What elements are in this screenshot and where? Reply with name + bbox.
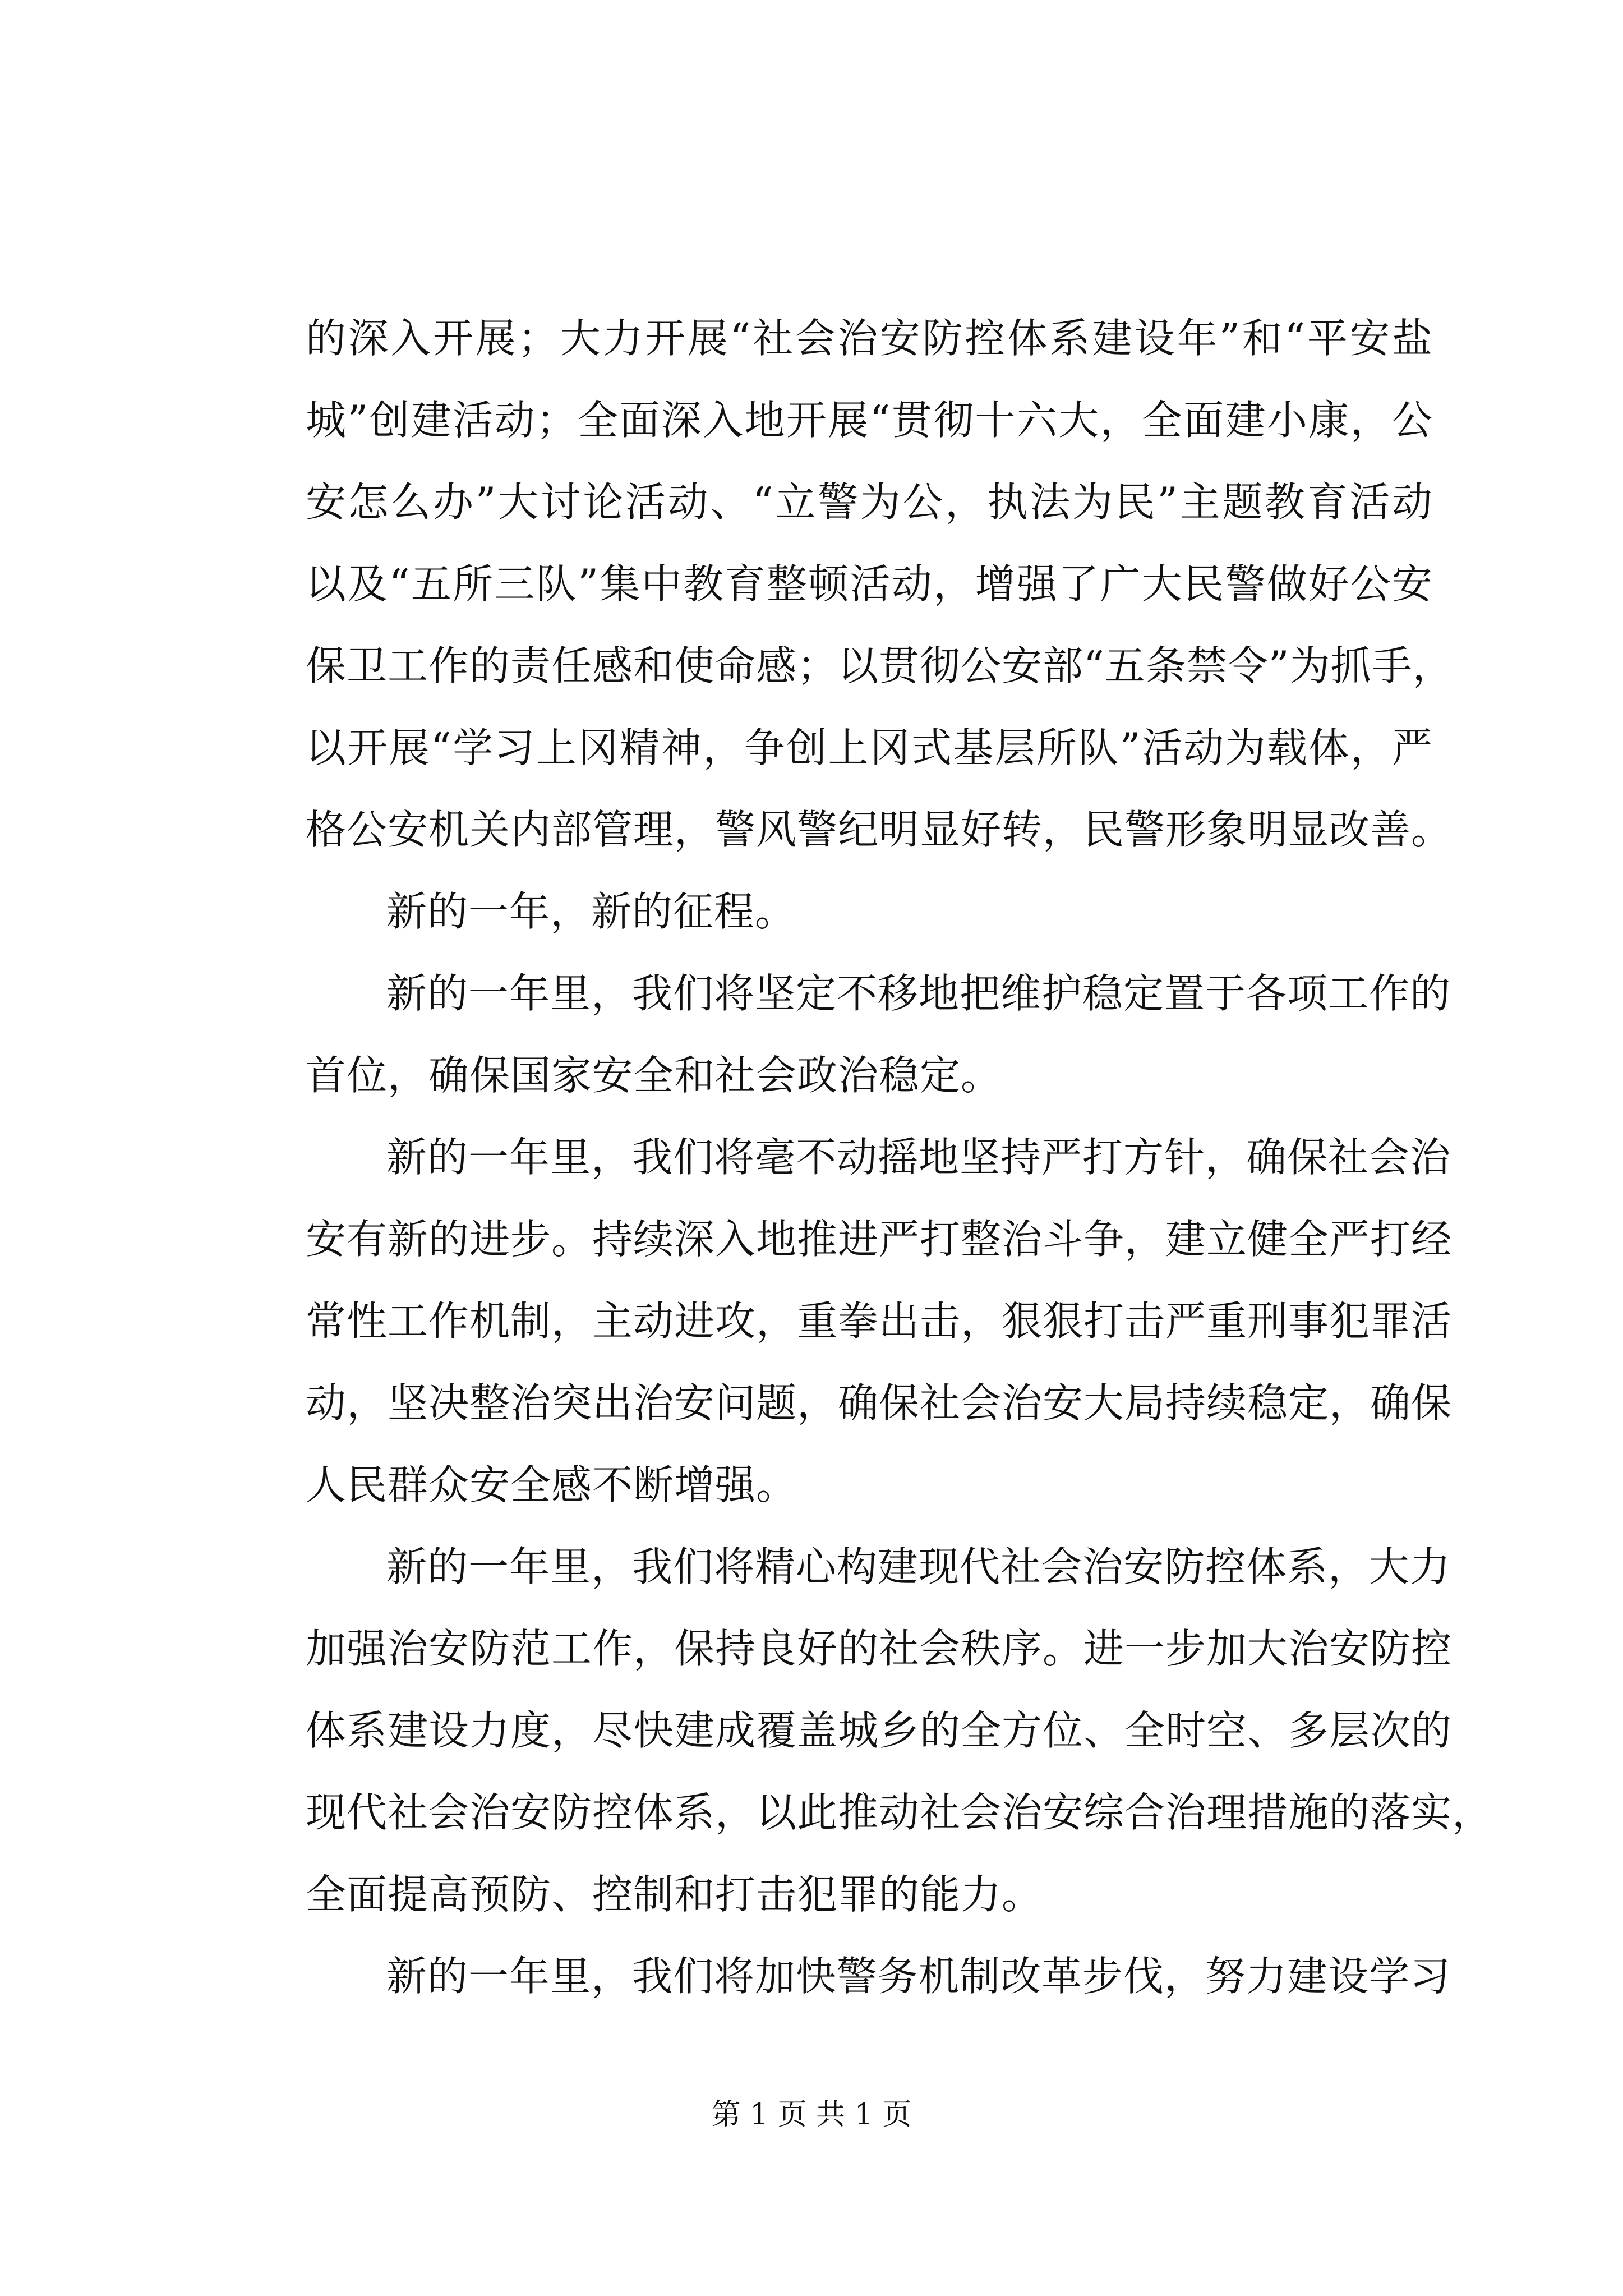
paragraph-first-line: 新的一年里，我们将加快警务机制改革步伐，努力建设学习 — [386, 1953, 1451, 2000]
paragraph-first-line: 新的一年里，我们将坚定不移地把维护稳定置于各项工作的 — [386, 970, 1451, 1017]
text-line: 人民群众安全感不断增强。 — [306, 1461, 797, 1508]
text-line: 加强治安防范工作，保持良好的社会秩序。进一步加大治安防控 — [306, 1625, 1453, 1672]
text-line: 以开展“学习上冈精神，争创上冈式基层所队”活动为载体，严 — [306, 724, 1433, 771]
paragraph-first-line: 新的一年里，我们将精心构建现代社会治安防控体系，大力 — [386, 1543, 1451, 1590]
text-line: 安有新的进步。持续深入地推进严打整治斗争，建立健全严打经 — [306, 1216, 1453, 1263]
text-line: 常性工作机制，主动进攻，重拳出击，狠狠打击严重刑事犯罪活 — [306, 1297, 1453, 1345]
text-line: 格公安机关内部管理，警风警纪明显好转，民警形象明显改善。 — [306, 806, 1453, 853]
document-body — [306, 297, 1493, 2017]
text-line: 全面提高预防、控制和打击犯罪的能力。 — [306, 1871, 1043, 1918]
text-line: 以及“五所三队”集中教育整顿活动，增强了广大民警做好公安 — [306, 560, 1433, 608]
paragraph-first-line: 新的一年，新的征程。 — [386, 888, 796, 935]
text-line: 首位，确保国家安全和社会政治稳定。 — [306, 1052, 1002, 1099]
text-line: 安怎么办”大讨论活动、“立警为公，执法为民”主题教育活动 — [306, 478, 1433, 526]
text-line: 保卫工作的责任感和使命感；以贯彻公安部“五条禁令”为抓手， — [306, 642, 1454, 689]
text-line: 的深入开展；大力开展“社会治安防控体系建设年”和“平安盐 — [306, 315, 1433, 362]
page-footer: 第 1 页 共 1 页 — [711, 2098, 912, 2132]
paragraph-first-line: 新的一年里，我们将毫不动摇地坚持严打方针，确保社会治 — [386, 1134, 1451, 1181]
text-line: 动，坚决整治突出治安问题，确保社会治安大局持续稳定，确保 — [306, 1379, 1453, 1427]
text-line: 体系建设力度，尽快建成覆盖城乡的全方位、全时空、多层次的 — [306, 1707, 1453, 1754]
text-line: 城”创建活动；全面深入地开展“贯彻十六大，全面建小康，公 — [306, 397, 1433, 444]
text-line: 现代社会治安防控体系，以此推动社会治安综合治理措施的落实， — [306, 1789, 1493, 1836]
